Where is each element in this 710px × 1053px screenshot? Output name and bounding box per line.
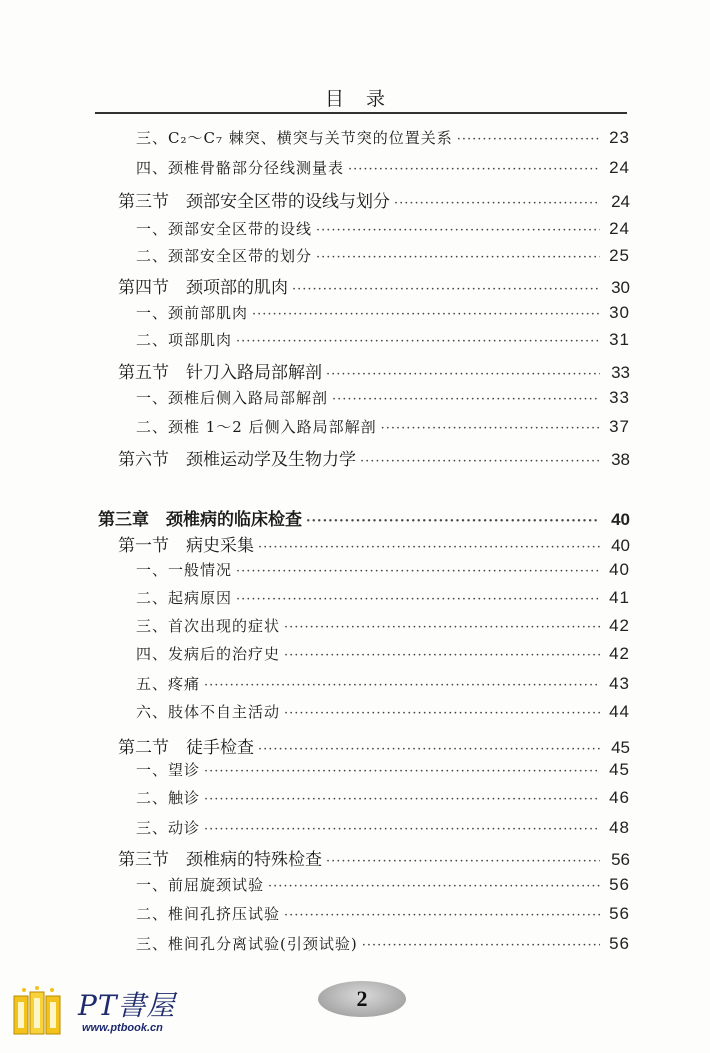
toc-dot-leader [204, 678, 600, 693]
toc-dot-leader [204, 764, 600, 779]
toc-dot-leader [457, 132, 600, 147]
toc-entry-page: 40 [609, 560, 630, 579]
toc-entry-title: 三、首次出现的症状 [136, 617, 281, 635]
book-stack-icon [12, 986, 74, 1038]
toc-entry-title: 三、椎间孔分离试验(引颈试验) [136, 935, 358, 953]
toc-dot-leader [284, 706, 600, 721]
toc-dot-leader [284, 648, 600, 663]
toc-dot-leader [258, 742, 600, 757]
toc-entry-title: 二、项部肌肉 [136, 331, 233, 349]
toc-entry [118, 273, 630, 298]
toc-entry-page: 41 [609, 588, 630, 607]
toc-dot-leader [204, 792, 600, 807]
toc-entry-page: 42 [609, 644, 630, 663]
toc-entry [136, 587, 630, 608]
logo-url: www.ptbook.cn [82, 1022, 163, 1034]
toc-dot-leader [258, 540, 600, 555]
toc-entry-page: 56 [609, 934, 630, 953]
toc-entry-title: 第三节 颈部安全区带的设线与划分 [118, 192, 390, 212]
toc-entry-title: 一、颈椎后侧入路局部解剖 [136, 389, 329, 407]
toc-dot-leader [236, 592, 600, 607]
toc-entry [136, 701, 630, 722]
toc-entry-page: 37 [609, 417, 630, 436]
toc-entry [136, 673, 630, 694]
toc-entry-page: 40 [611, 536, 630, 555]
toc-dot-leader [204, 822, 600, 837]
toc-entry-page: 42 [609, 616, 630, 635]
toc-entry [118, 187, 630, 212]
toc-entry [136, 817, 630, 838]
toc-entry [136, 933, 630, 954]
toc-dot-leader [362, 938, 600, 953]
toc-dot-leader [381, 421, 600, 436]
toc-entry-title: 二、椎间孔挤压试验 [136, 905, 281, 923]
toc-entry [136, 559, 630, 580]
toc-entry [136, 387, 630, 408]
toc-entry-page: 56 [609, 875, 630, 894]
toc-entry-title: 第四节 颈项部的肌肉 [118, 278, 288, 298]
toc-entry-title: 四、颈椎骨骼部分径线测量表 [136, 159, 345, 177]
toc-entry-title: 一、望诊 [136, 761, 201, 779]
toc-entry-page: 45 [609, 760, 630, 779]
toc-entry-page: 38 [611, 450, 630, 469]
toc-entry-title: 二、颈部安全区带的划分 [136, 247, 313, 265]
toc-entry-page: 25 [609, 246, 630, 265]
toc-entry [136, 903, 630, 924]
toc-entry-title: 第三章 颈椎病的临床检查 [98, 510, 302, 530]
toc-entry-page: 48 [609, 818, 630, 837]
page-number: 2 [318, 981, 406, 1017]
toc-dot-leader [284, 908, 600, 923]
toc-entry-title: 四、发病后的治疗史 [136, 645, 281, 663]
toc-entry-title: 二、触诊 [136, 789, 201, 807]
toc-entry-page: 33 [611, 363, 630, 382]
toc-entry-title: 一、颈部安全区带的设线 [136, 220, 313, 238]
toc-entry [136, 787, 630, 808]
toc-entry [118, 845, 630, 870]
toc-dot-leader [306, 514, 600, 529]
toc-entry-title: 一、前屈旋颈试验 [136, 876, 265, 894]
toc-entry [136, 218, 630, 239]
toc-entry-title: 五、疼痛 [136, 675, 201, 693]
toc-entry-page: 23 [609, 128, 630, 147]
toc-entry-page: 24 [609, 158, 630, 177]
toc-entry [118, 733, 630, 758]
toc-entry-title: 二、起病原因 [136, 589, 233, 607]
toc-entry-title: 第六节 颈椎运动学及生物力学 [118, 450, 356, 470]
toc-entry-page: 40 [611, 510, 630, 529]
toc-entry-title: 二、颈椎 1～2 后侧入路局部解剖 [136, 418, 377, 436]
toc-entry [136, 329, 630, 350]
toc-dot-leader [348, 162, 600, 177]
toc-dot-leader [394, 196, 600, 211]
page-header-title: 目录 [324, 88, 407, 110]
logo-name: PT書屋 [78, 989, 176, 1022]
toc-entry [136, 759, 630, 780]
toc-entry-title: 第二节 徒手检查 [118, 738, 254, 758]
toc-dot-leader [332, 392, 600, 407]
toc-entry-page: 33 [609, 388, 630, 407]
toc-entry [136, 874, 630, 895]
toc-dot-leader [252, 307, 600, 322]
toc-entry [98, 505, 630, 530]
toc-entry-page: 43 [609, 674, 630, 693]
toc-entry [118, 531, 630, 556]
toc-entry [136, 302, 630, 323]
toc-dot-leader [236, 334, 600, 349]
header-divider [95, 112, 627, 114]
toc-entry [136, 615, 630, 636]
toc-entry [136, 643, 630, 664]
toc-entry-title: 六、肢体不自主活动 [136, 703, 281, 721]
toc-entry-title: 一、颈前部肌肉 [136, 304, 249, 322]
toc-entry-page: 45 [611, 738, 630, 757]
toc-entry-page: 24 [611, 192, 630, 211]
toc-entry-page: 46 [609, 788, 630, 807]
toc-entry-title: 三、C₂～C₇ 棘突、横突与关节突的位置关系 [136, 129, 453, 147]
toc-dot-leader [360, 454, 600, 469]
toc-entry-page: 56 [609, 904, 630, 923]
toc-entry-page: 56 [611, 850, 630, 869]
toc-entry [118, 445, 630, 470]
toc-entry [118, 358, 630, 383]
toc-entry-title: 第三节 颈椎病的特殊检查 [118, 850, 322, 870]
toc-entry [136, 157, 630, 178]
toc-dot-leader [292, 282, 600, 297]
publisher-logo [12, 982, 182, 1042]
toc-entry [136, 127, 630, 148]
toc-dot-leader [326, 367, 600, 382]
toc-dot-leader [316, 250, 600, 265]
toc-entry [136, 416, 630, 437]
toc-entry-page: 44 [609, 702, 630, 721]
toc-entry-page: 31 [609, 330, 630, 349]
toc-dot-leader [326, 854, 600, 869]
toc-dot-leader [268, 879, 600, 894]
toc-entry [136, 245, 630, 266]
toc-dot-leader [316, 223, 600, 238]
toc-dot-leader [284, 620, 600, 635]
toc-entry-title: 第一节 病史采集 [118, 536, 254, 556]
toc-dot-leader [236, 564, 600, 579]
toc-entry-page: 30 [609, 303, 630, 322]
toc-entry-title: 第五节 针刀入路局部解剖 [118, 363, 322, 383]
toc-entry-title: 一、一般情况 [136, 561, 233, 579]
toc-entry-page: 30 [611, 278, 630, 297]
toc-entry-page: 24 [609, 219, 630, 238]
toc-entry-title: 三、动诊 [136, 819, 201, 837]
